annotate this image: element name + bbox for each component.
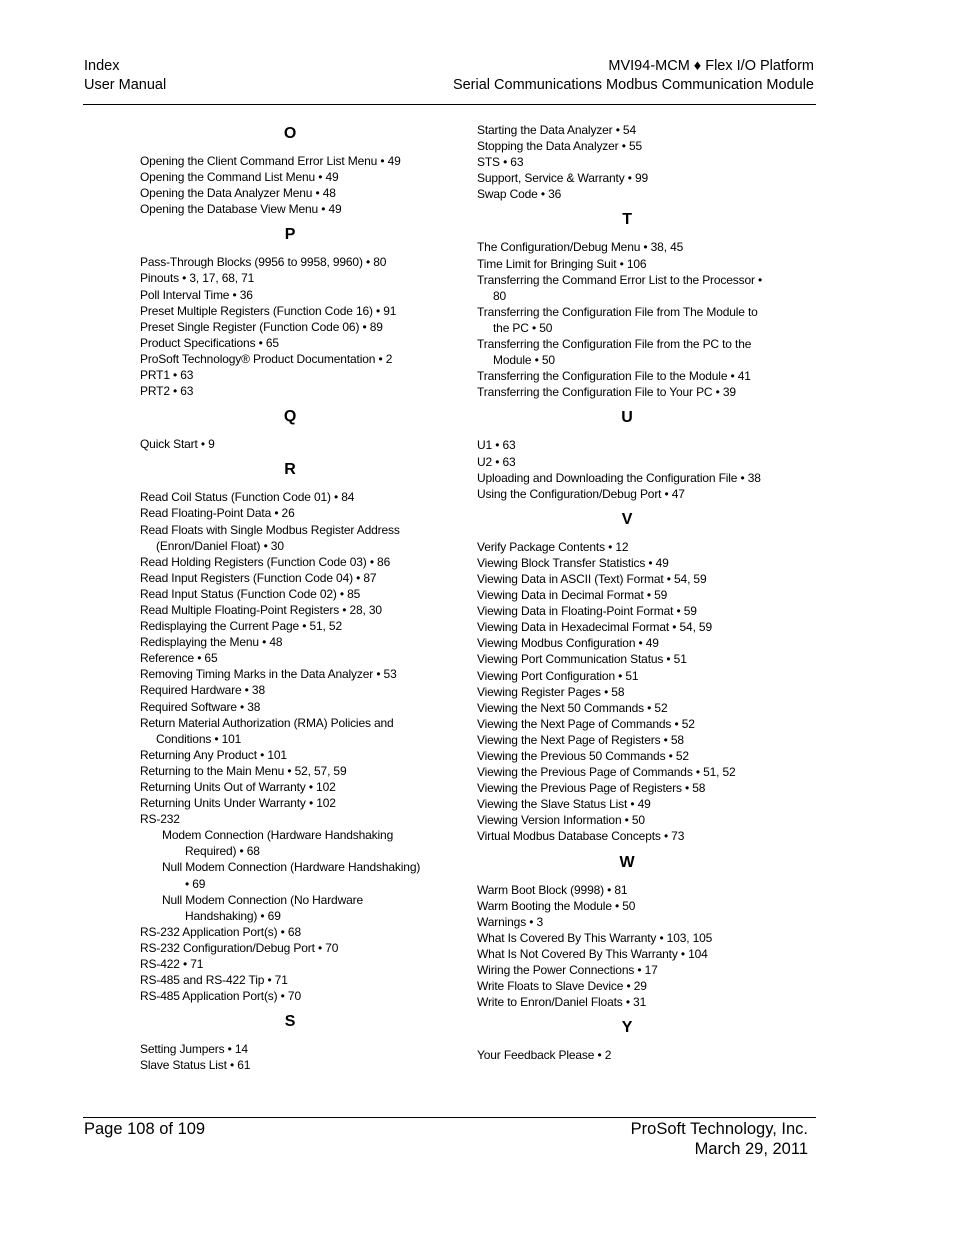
product-title: MVI94-MCM ♦ Flex I/O Platform bbox=[608, 58, 814, 74]
index-letter-o: O bbox=[283, 125, 297, 142]
index-entry[interactable]: Read Multiple Floating-Point Registers • 28, 30 bbox=[140, 602, 382, 617]
index-entry[interactable]: Viewing the Previous 50 Commands • 52 bbox=[477, 749, 689, 763]
index-entry[interactable]: Required Software • 38 bbox=[140, 699, 261, 714]
index-entry[interactable]: Viewing Modbus Configuration • 49 bbox=[477, 636, 659, 651]
index-entry[interactable]: Transferring the Configuration File from the PC to the Module • 50 bbox=[477, 337, 752, 368]
index-letter-r: R bbox=[284, 461, 296, 479]
header-right bbox=[453, 57, 814, 95]
index-entry[interactable]: Opening the Database View Menu • 49 bbox=[140, 202, 342, 217]
index-group-s bbox=[140, 1041, 440, 1073]
index-entry[interactable]: Redisplaying the Current Page • 51, 52 bbox=[140, 619, 342, 634]
index-letter-t: T bbox=[622, 211, 632, 229]
index-entry[interactable]: Setting Jumpers • 14 bbox=[140, 1042, 248, 1057]
index-entry[interactable]: What Is Not Covered By This Warranty • 104 bbox=[477, 946, 708, 961]
index-group-s-continued bbox=[477, 122, 777, 202]
index-group-q bbox=[140, 436, 440, 452]
index-entry[interactable]: Viewing Version Information • 50 bbox=[477, 813, 645, 828]
index-entry[interactable]: Viewing the Next Page of Commands • 52 bbox=[477, 716, 695, 731]
index-entry[interactable]: U1 • 63 bbox=[477, 438, 516, 453]
index-group-u bbox=[477, 437, 777, 501]
index-column-left bbox=[140, 122, 440, 1074]
index-entry[interactable]: Viewing the Slave Status List • 49 bbox=[477, 797, 651, 812]
index-entry[interactable]: Viewing Data in ASCII (Text) Format • 54, 59 bbox=[477, 571, 707, 586]
index-entry[interactable]: Viewing Data in Hexadecimal Format • 54, 59 bbox=[477, 620, 712, 635]
index-entry[interactable]: Verify Package Contents • 12 bbox=[477, 539, 629, 554]
index-entry[interactable]: RS-232 Application Port(s) • 68 bbox=[140, 924, 301, 939]
index-letter-w: W bbox=[619, 853, 635, 871]
index-entry[interactable]: STS • 63 bbox=[477, 155, 524, 170]
index-entry[interactable]: Read Input Status (Function Code 02) • 85 bbox=[140, 586, 361, 601]
index-entry[interactable]: Opening the Data Analyzer Menu • 48 bbox=[140, 186, 336, 201]
index-group-o bbox=[140, 153, 440, 217]
index-entry[interactable]: Viewing Port Configuration • 51 bbox=[477, 668, 639, 683]
page-number: Page 108 of 109 bbox=[84, 1120, 206, 1138]
index-entry[interactable]: Product Specifications • 65 bbox=[140, 335, 279, 350]
index-entry[interactable]: Support, Service & Warranty • 99 bbox=[477, 171, 649, 186]
index-entry[interactable]: Redisplaying the Menu • 48 bbox=[140, 635, 283, 650]
index-entry[interactable]: Poll Interval Time • 36 bbox=[140, 287, 253, 302]
index-entry[interactable]: Reference • 65 bbox=[140, 651, 218, 666]
index-entry[interactable]: Read Coil Status (Function Code 01) • 84 bbox=[140, 490, 355, 505]
index-letter-v: V bbox=[621, 510, 633, 528]
index-entry[interactable]: Uploading and Downloading the Configuration File • 38 bbox=[477, 470, 761, 485]
index-entry[interactable]: Viewing Register Pages • 58 bbox=[477, 684, 625, 699]
index-entry[interactable]: Warnings • 3 bbox=[477, 914, 543, 929]
index-subentry[interactable]: Null Modem Connection (No Hardware Handshaking) • 69 bbox=[162, 892, 363, 923]
index-group-v bbox=[477, 539, 777, 845]
index-entry[interactable]: Slave Status List • 61 bbox=[140, 1058, 251, 1073]
index-entry[interactable]: Read Holding Registers (Function Code 03) • 86 bbox=[140, 554, 391, 569]
index-entry[interactable]: Starting the Data Analyzer • 54 bbox=[477, 123, 636, 137]
header-left bbox=[84, 57, 166, 95]
index-entry[interactable]: Transferring the Command Error List to the Processor • 80 bbox=[477, 272, 763, 303]
index-letter-s: S bbox=[284, 1013, 296, 1031]
index-entry[interactable]: Returning Units Under Warranty • 102 bbox=[140, 796, 336, 811]
index-entry[interactable]: Returning Units Out of Warranty • 102 bbox=[140, 780, 336, 794]
index-entry[interactable]: Swap Code • 36 bbox=[477, 187, 562, 202]
section-name: Index bbox=[84, 58, 120, 74]
index-entry[interactable]: RS-232 Configuration/Debug Port • 70 bbox=[140, 940, 339, 955]
index-entry[interactable]: Pass-Through Blocks (9956 to 9958, 9960) • 80 bbox=[140, 255, 387, 270]
index-entry[interactable]: Time Limit for Bringing Suit • 106 bbox=[477, 256, 647, 271]
index-entry[interactable]: Viewing Port Communication Status • 51 bbox=[477, 652, 687, 667]
index-entry[interactable]: Returning to the Main Menu • 52, 57, 59 bbox=[140, 763, 347, 778]
index-entry[interactable]: Stopping the Data Analyzer • 55 bbox=[477, 139, 642, 154]
index-entry[interactable]: Preset Multiple Registers (Function Code 16) • 91 bbox=[140, 303, 397, 318]
index-entry[interactable]: ProSoft Technology® Product Documentation • 2 bbox=[140, 351, 393, 366]
index-group-p bbox=[140, 254, 440, 399]
index-group-y bbox=[477, 1047, 777, 1063]
index-entry[interactable]: Viewing the Previous Page of Registers • 58 bbox=[477, 781, 706, 796]
index-entry[interactable]: Read Floats with Single Modbus Register Address (Enron/Daniel Float) • 30 bbox=[140, 522, 400, 553]
index-entry[interactable]: Wiring the Power Connections • 17 bbox=[477, 963, 658, 978]
index-entry[interactable]: RS-485 and RS-422 Tip • 71 bbox=[140, 973, 288, 988]
index-entry[interactable]: Opening the Command List Menu • 49 bbox=[140, 170, 339, 185]
index-entry[interactable]: Pinouts • 3, 17, 68, 71 bbox=[140, 271, 255, 286]
index-entry[interactable]: Warm Boot Block (9998) • 81 bbox=[477, 882, 628, 897]
footer-right bbox=[631, 1119, 808, 1159]
index-entry[interactable]: Your Feedback Please • 2 bbox=[477, 1048, 612, 1063]
publication-date: March 29, 2011 bbox=[694, 1140, 808, 1158]
index-group-r bbox=[140, 489, 440, 1004]
index-entry[interactable]: Viewing Data in Floating-Point Format • 59 bbox=[477, 604, 697, 619]
index-subentry[interactable]: Null Modem Connection (Hardware Handshaking) • 69 bbox=[162, 860, 421, 891]
index-entry[interactable]: Read Floating-Point Data • 26 bbox=[140, 506, 295, 521]
footer-rule bbox=[83, 1117, 816, 1118]
index-entry[interactable]: Viewing the Next 50 Commands • 52 bbox=[477, 700, 668, 715]
index-subentry[interactable]: Modem Connection (Hardware Handshaking Required) • 68 bbox=[162, 828, 394, 859]
index-letter-q: Q bbox=[283, 408, 297, 426]
index-entry[interactable]: Transferring the Configuration File to the Module • 41 bbox=[477, 369, 751, 384]
index-entry[interactable]: The Configuration/Debug Menu • 38, 45 bbox=[477, 240, 684, 255]
index-entry[interactable]: Transferring the Configuration File from The Module to the PC • 50 bbox=[477, 304, 758, 335]
manual-type: User Manual bbox=[84, 77, 167, 93]
index-letter-u: U bbox=[621, 409, 633, 427]
index-entry[interactable]: Write Floats to Slave Device • 29 bbox=[477, 979, 647, 994]
index-entry[interactable]: Quick Start • 9 bbox=[140, 437, 215, 452]
index-letter-p: P bbox=[284, 226, 296, 244]
index-entry[interactable]: Viewing Block Transfer Statistics • 49 bbox=[477, 555, 669, 570]
index-entry[interactable]: Return Material Authorization (RMA) Policies and Conditions • 101 bbox=[140, 715, 394, 746]
index-entry[interactable]: Transferring the Configuration File to Your PC • 39 bbox=[477, 385, 736, 400]
index-group-w bbox=[477, 882, 777, 1011]
index-entry[interactable]: Viewing the Previous Page of Commands • 51, 52 bbox=[477, 765, 736, 780]
index-entry[interactable]: RS-422 • 71 bbox=[140, 957, 204, 972]
index-entry[interactable]: RS-232 bbox=[140, 812, 180, 827]
index-entry[interactable]: PRT1 • 63 bbox=[140, 368, 194, 383]
index-entry[interactable]: PRT2 • 63 bbox=[140, 384, 194, 399]
index-entry[interactable]: Read Input Registers (Function Code 04) • 87 bbox=[140, 570, 377, 585]
index-entry[interactable]: Removing Timing Marks in the Data Analyzer • 53 bbox=[140, 667, 397, 682]
index-entry[interactable]: Viewing the Next Page of Registers • 58 bbox=[477, 732, 684, 747]
index-entry[interactable]: RS-485 Application Port(s) • 70 bbox=[140, 989, 301, 1004]
company-name: ProSoft Technology, Inc. bbox=[630, 1120, 808, 1138]
index-entry[interactable]: Viewing Data in Decimal Format • 59 bbox=[477, 588, 668, 603]
index-entry[interactable]: U2 • 63 bbox=[477, 454, 516, 469]
index-entry[interactable]: Virtual Modbus Database Concepts • 73 bbox=[477, 829, 685, 844]
index-entry[interactable]: Preset Single Register (Function Code 06) • 89 bbox=[140, 319, 383, 334]
index-column-right bbox=[477, 122, 777, 1063]
product-subtitle: Serial Communications Modbus Communication Module bbox=[452, 77, 814, 93]
index-group-t bbox=[477, 239, 777, 400]
index-entry[interactable]: Returning Any Product • 101 bbox=[140, 747, 287, 762]
header-rule bbox=[83, 104, 816, 105]
index-entry[interactable]: Opening the Client Command Error List Menu • 49 bbox=[140, 154, 401, 168]
index-entry[interactable]: Warm Booting the Module • 50 bbox=[477, 898, 636, 913]
index-letter-y: Y bbox=[621, 1019, 633, 1037]
index-entry[interactable]: Write to Enron/Daniel Floats • 31 bbox=[477, 995, 647, 1010]
index-entry[interactable]: Using the Configuration/Debug Port • 47 bbox=[477, 486, 685, 501]
index-entry[interactable]: What Is Covered By This Warranty • 103, 105 bbox=[477, 930, 713, 945]
index-entry[interactable]: Required Hardware • 38 bbox=[140, 683, 265, 698]
